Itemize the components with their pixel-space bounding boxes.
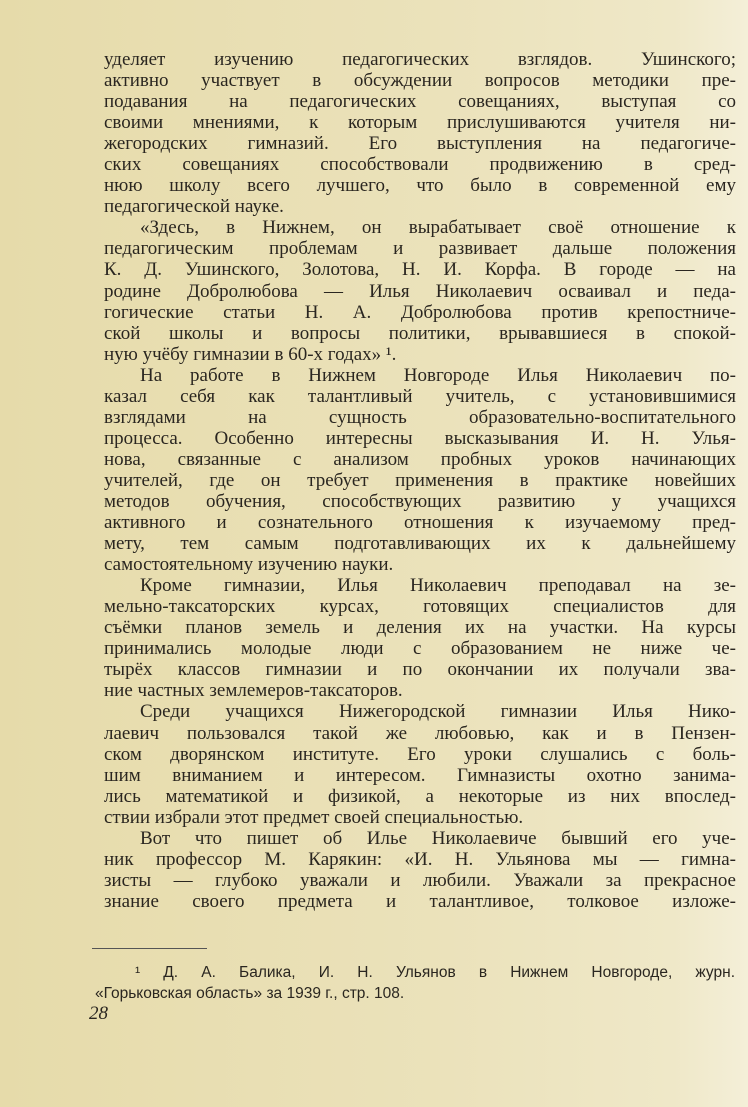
text-line: ние частных землемеров-таксаторов. bbox=[104, 680, 403, 702]
text-line: тырёх классов гимназии и по окончании их получали зва- bbox=[104, 659, 736, 681]
text-line: активного и сознательного отношения к изучаемому пред- bbox=[104, 512, 736, 534]
text-line: активно участвует в обсуждении вопросов методики пре- bbox=[104, 70, 736, 92]
text-line: нова, связанные с анализом пробных уроков начинающих bbox=[104, 448, 736, 470]
text-line: Вот что пишет об Илье Николаевиче бывший его уче- bbox=[140, 827, 736, 849]
page-number: 28 bbox=[89, 1003, 108, 1024]
text-line: лись математикой и физикой, а некоторые из них впослед- bbox=[104, 785, 736, 807]
text-line: методов обучения, способствующих развитию у учащихся bbox=[104, 490, 736, 512]
text-line: подавания на педагогических совещаниях, выступая со bbox=[104, 91, 736, 113]
text-line: родине Добролюбова — Илья Николаевич осваивал и педа- bbox=[104, 280, 736, 302]
body-text bbox=[104, 49, 736, 912]
text-line: принимались молодые люди с образованием не ниже че- bbox=[104, 638, 736, 660]
text-line: процесса. Особенно интересны высказывания И. Н. Улья- bbox=[104, 427, 736, 449]
text-line: Кроме гимназии, Илья Николаевич преподавал на зе- bbox=[140, 575, 736, 597]
paragraph bbox=[104, 365, 736, 575]
text-line: гогические статьи Н. А. Добролюбова против крепостниче- bbox=[104, 301, 736, 323]
footnote bbox=[95, 962, 735, 1004]
text-line: ском дворянском институте. Его уроки слушались с боль- bbox=[104, 743, 736, 765]
text-line: нюю школу всего лучшего, что было в современной ему bbox=[104, 175, 736, 197]
text-line: «Здесь, в Нижнем, он вырабатывает своё отношение к bbox=[140, 217, 736, 239]
text-line: К. Д. Ушинского, Золотова, Н. И. Корфа. В городе — на bbox=[104, 259, 736, 281]
footnote-line: «Горьковская область» за 1939 г., стр. 108. bbox=[95, 985, 405, 1002]
text-line: шим вниманием и интересом. Гимназисты охотно занима- bbox=[104, 764, 736, 786]
text-line: жегородских гимназий. Его выступления на педагогиче- bbox=[104, 133, 736, 155]
text-line: самостоятельному изучению науки. bbox=[104, 554, 394, 576]
text-line: учителей, где он требует применения в практике новейших bbox=[104, 469, 736, 491]
text-line: ную учёбу гимназии в 60-х годах» ¹. bbox=[104, 343, 397, 365]
text-line: лаевич пользовался такой же любовью, как и в Пензен- bbox=[104, 722, 736, 744]
paragraph bbox=[104, 701, 736, 827]
text-line: педагогическим проблемам и развивает дальше положения bbox=[104, 238, 736, 260]
footnote-divider bbox=[92, 948, 207, 949]
text-line: Среди учащихся Нижегородской гимназии Илья Нико- bbox=[140, 701, 736, 723]
paragraph bbox=[104, 575, 736, 701]
paragraph bbox=[104, 49, 736, 217]
text-line: ских совещаниях способствовали продвижению в сред- bbox=[104, 154, 736, 176]
text-line: взглядами на сущность образовательно-воспитательного bbox=[104, 406, 736, 428]
paragraph bbox=[104, 828, 736, 912]
paragraph bbox=[104, 217, 736, 364]
text-line: казал себя как талантливый учитель, с установившимися bbox=[104, 385, 736, 407]
text-line: своими мнениями, к которым прислушиваются учителя ни- bbox=[104, 112, 736, 134]
text-line: мельно-таксаторских курсах, готовящих специалистов для bbox=[104, 596, 736, 618]
text-line: ской школы и вопросы политики, врывавшиеся в спокой- bbox=[104, 322, 736, 344]
footnote-line: ¹ Д. А. Балика, И. Н. Ульянов в Нижнем Новгороде, журн. bbox=[135, 964, 735, 981]
text-line: педагогической науке. bbox=[104, 196, 284, 218]
text-line: съёмки планов земель и деления их на участки. На курсы bbox=[104, 617, 736, 639]
text-line: мету, тем самым подготавливающих их к дальнейшему bbox=[104, 533, 736, 555]
text-line: ствии избрали этот предмет своей специальностью. bbox=[104, 806, 524, 828]
text-line: уделяет изучению педагогических взглядов. Ушинского; bbox=[104, 49, 736, 70]
text-line: На работе в Нижнем Новгороде Илья Николаевич по- bbox=[140, 364, 736, 386]
text-line: зисты — глубоко уважали и любили. Уважали за прекрасное bbox=[104, 869, 736, 891]
text-line: ник профессор М. Карякин: «И. Н. Ульянова мы — гимна- bbox=[104, 848, 736, 870]
text-line: знание своего предмета и талантливое, толковое изложе- bbox=[104, 890, 736, 912]
